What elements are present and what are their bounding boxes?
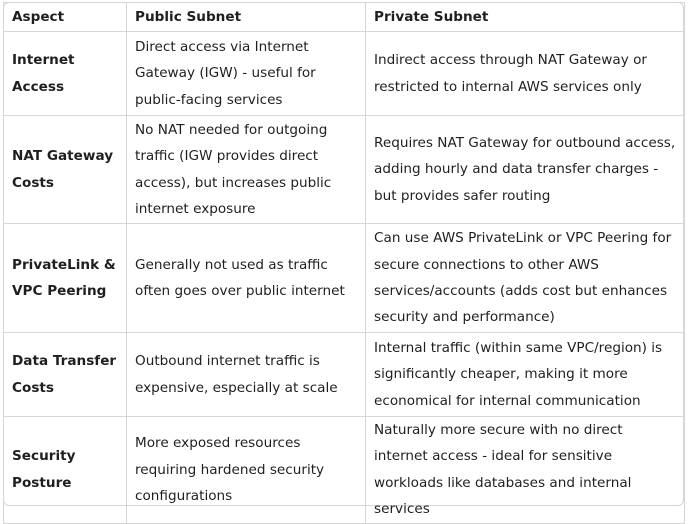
table-header-row — [4, 3, 685, 32]
private-subnet-cell: Requires NAT Gateway for outbound access, adding hourly and data transfer charges - but provides safer routing — [366, 116, 685, 224]
private-subnet-cell: Indirect access through NAT Gateway or restricted to internal AWS services only — [366, 32, 685, 116]
header-aspect: Aspect — [4, 3, 127, 32]
private-subnet-cell: Internal traffic (within same VPC/region) is significantly cheaper, making it more economical for internal communication — [366, 333, 685, 417]
aspect-cell: Security Posture — [4, 417, 127, 524]
public-subnet-cell: No NAT needed for outgoing traffic (IGW provides direct access), but increases public internet exposure — [127, 116, 366, 224]
private-subnet-cell: Can use AWS PrivateLink or VPC Peering for secure connections to other AWS services/accounts (adds cost but enhances security and performance) — [366, 224, 685, 333]
table-row — [4, 116, 685, 224]
aspect-cell: Data Transfer Costs — [4, 333, 127, 417]
aspect-cell: PrivateLink & VPC Peering — [4, 224, 127, 333]
public-subnet-cell: More exposed resources requiring hardened security configurations — [127, 417, 366, 524]
table-row — [4, 417, 685, 524]
table-row — [4, 333, 685, 417]
subnet-comparison-table — [3, 2, 685, 524]
public-subnet-cell: Direct access via Internet Gateway (IGW) - useful for public-facing services — [127, 32, 366, 116]
aspect-cell: Internet Access — [4, 32, 127, 116]
table-row — [4, 32, 685, 116]
comparison-table-container — [3, 2, 684, 518]
header-public-subnet: Public Subnet — [127, 3, 366, 32]
header-private-subnet: Private Subnet — [366, 3, 685, 32]
public-subnet-cell: Outbound internet traffic is expensive, especially at scale — [127, 333, 366, 417]
table-row — [4, 224, 685, 333]
private-subnet-cell: Naturally more secure with no direct internet access - ideal for sensitive workloads like databases and internal services — [366, 417, 685, 524]
public-subnet-cell: Generally not used as traffic often goes over public internet — [127, 224, 366, 333]
aspect-cell: NAT Gateway Costs — [4, 116, 127, 224]
